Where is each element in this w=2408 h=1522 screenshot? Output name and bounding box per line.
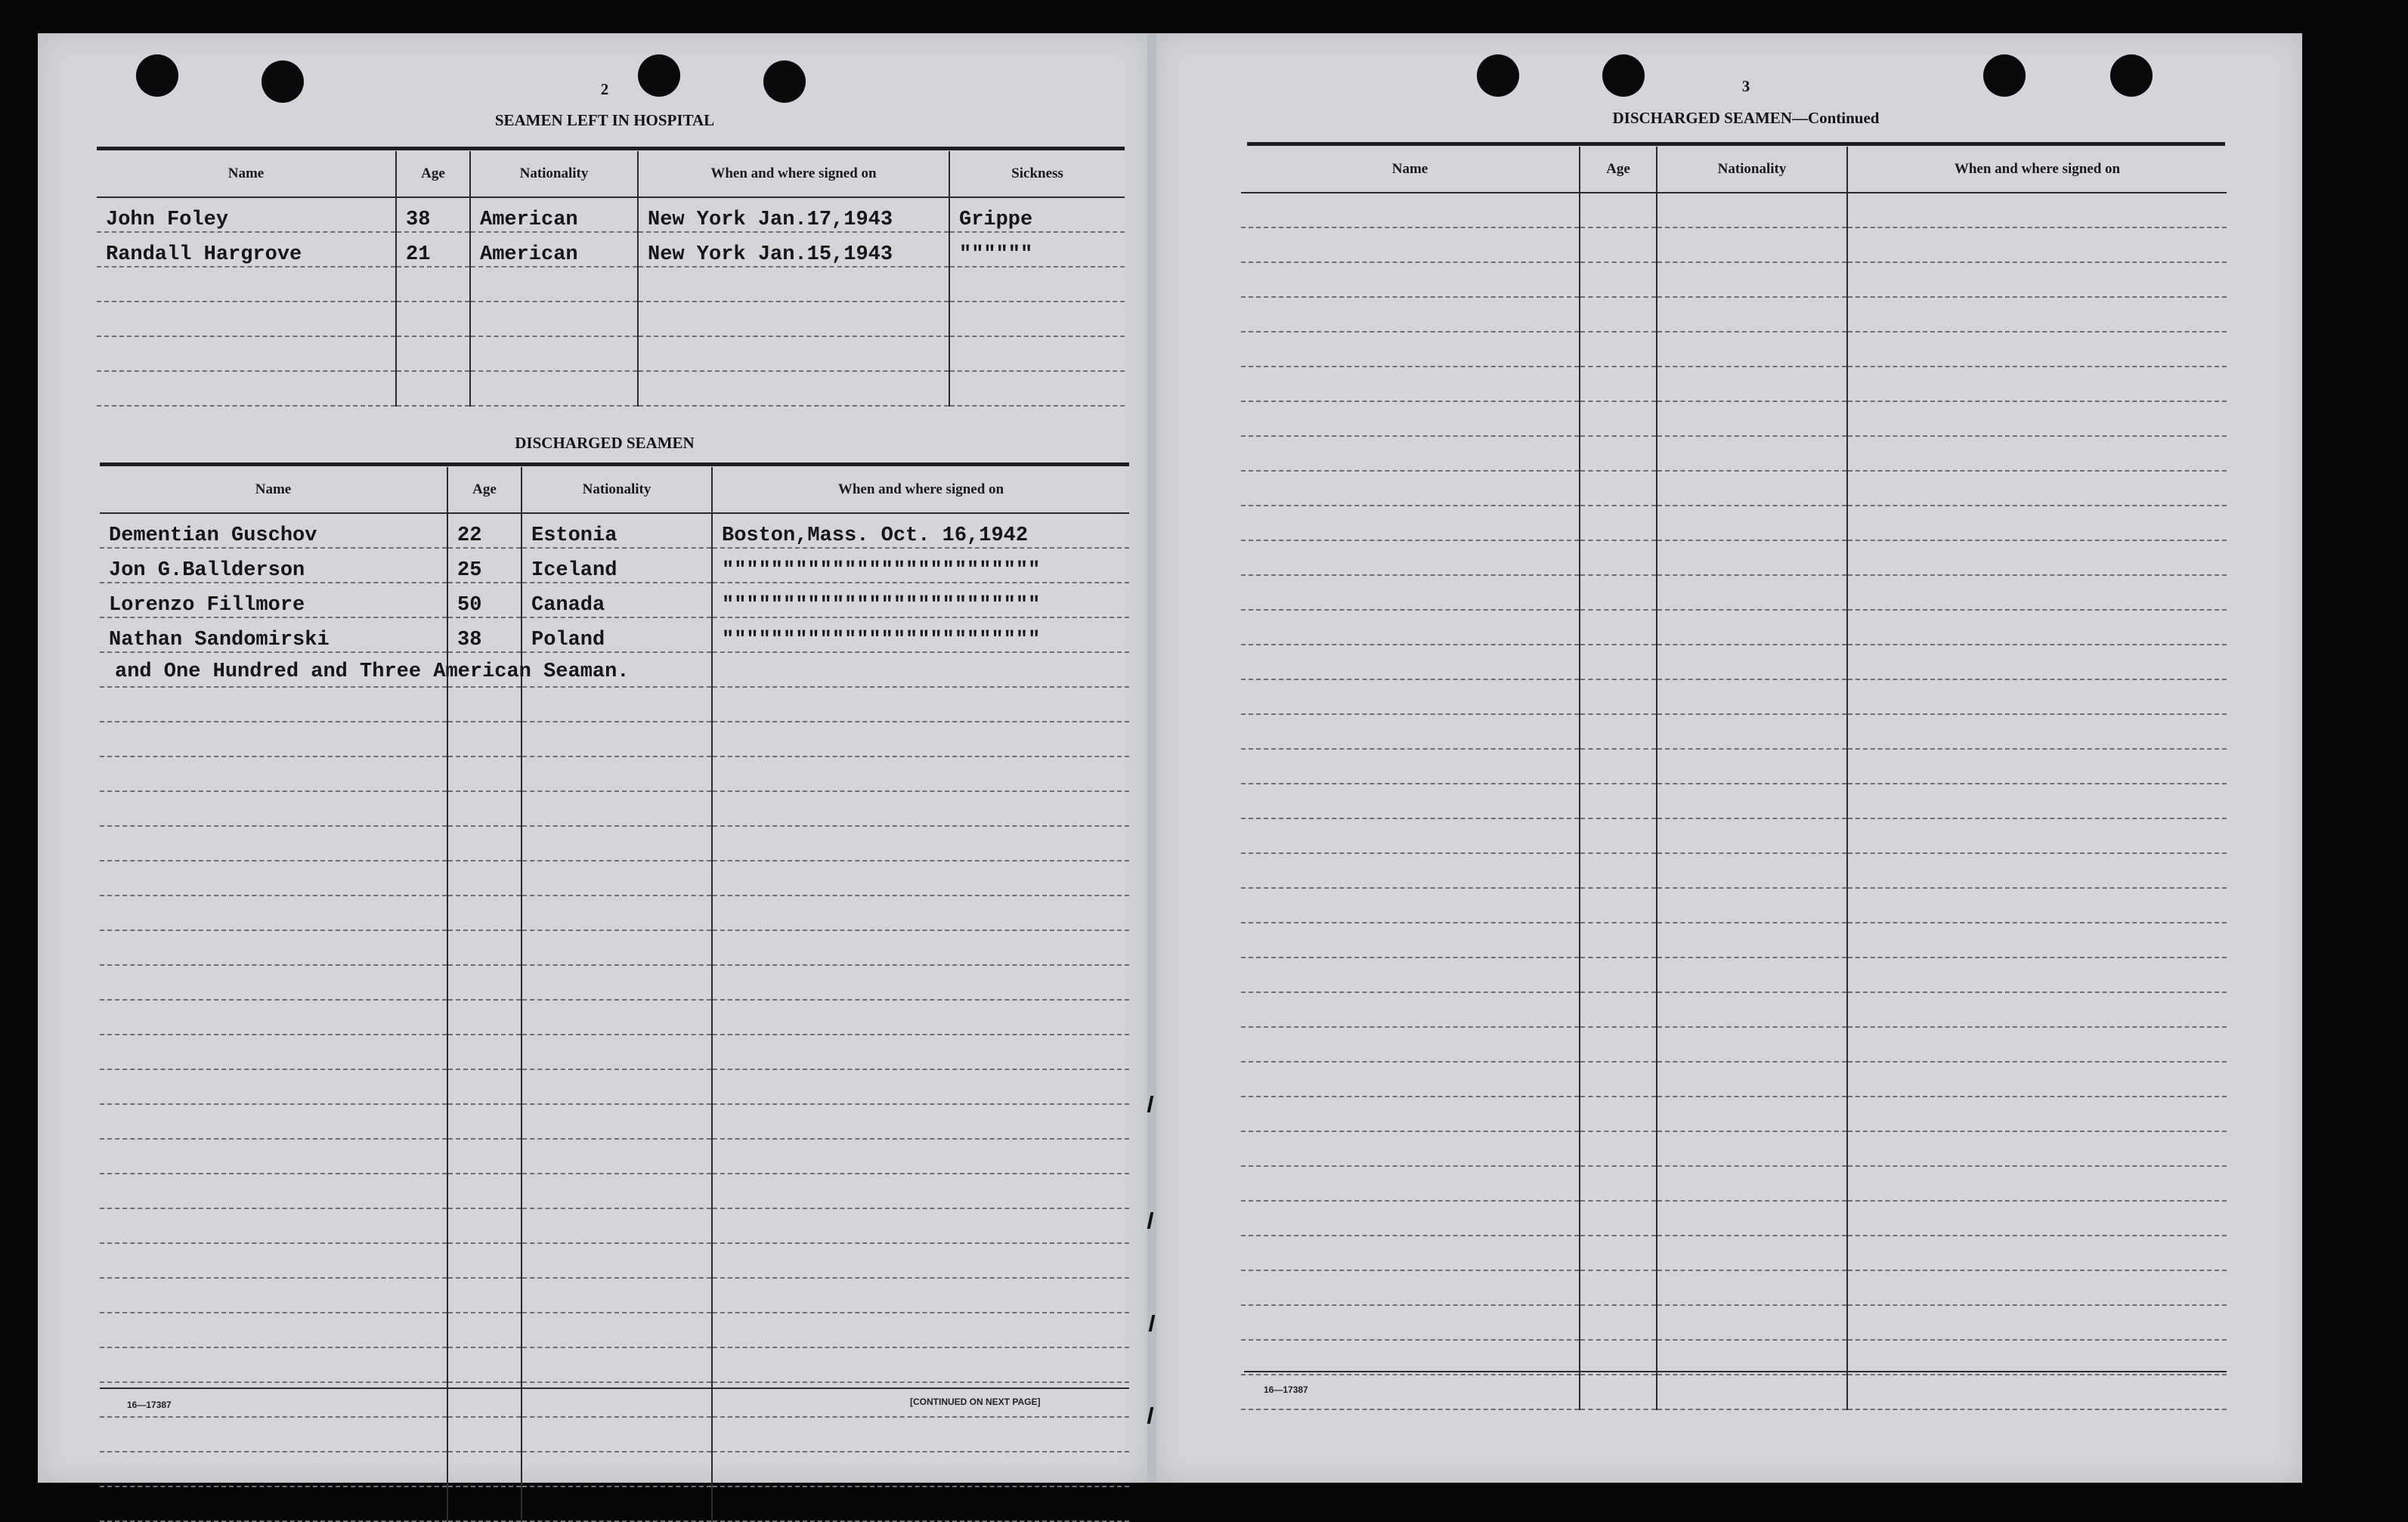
punch-hole [262,60,304,103]
blank-row [1241,575,2227,610]
table-row [97,232,1125,267]
blank-row [100,1452,1129,1486]
table-cell: """""" [949,232,1125,267]
table-cell: Canada [522,583,712,617]
table-cell: 21 [396,232,470,267]
table-cell: """""""""""""""""""""""""" [712,548,1129,583]
blank-row [1241,610,2227,645]
table-row [100,548,1129,583]
blank-row [100,791,1129,826]
blank-row [100,1313,1129,1347]
table-cell: Estonia [522,513,712,548]
blank-row [100,1278,1129,1313]
blank-row [100,1000,1129,1035]
blank-row [100,1069,1129,1104]
table-cell: 38 [447,617,522,652]
gutter [1147,33,1156,1483]
blank-row [100,1347,1129,1382]
table-cell: Nathan Sandomirski [100,617,447,652]
blank-row [100,826,1129,861]
blank-row [100,1035,1129,1069]
column-header: Age [1580,147,1657,193]
punch-hole [638,54,680,97]
blank-row [1241,540,2227,575]
column-header: Age [396,151,470,197]
blank-row [1241,436,2227,471]
left-page [38,33,1147,1483]
punch-hole [1602,54,1645,97]
punch-hole [136,54,178,97]
table-cell: John Foley [97,197,396,232]
blank-row [1241,506,2227,540]
blank-row [1241,332,2227,367]
punch-hole [1983,54,2026,97]
blank-row [100,1243,1129,1278]
page-number: 3 [1741,77,1750,95]
continued-table [1241,147,2227,1410]
blank-row [100,896,1129,930]
right-page [1156,33,2302,1483]
table-cell: Lorenzo Fillmore [100,583,447,617]
blank-row [1241,471,2227,506]
blank-row [1241,992,2227,1027]
blank-row [100,1208,1129,1243]
table-cell: 22 [447,513,522,548]
table-cell: American [470,197,638,232]
punch-hole [2110,54,2153,97]
table-cell: Dementian Guschov [100,513,447,548]
blank-row [97,336,1125,371]
table-cell: """""""""""""""""""""""""" [712,583,1129,617]
blank-row [1241,818,2227,853]
column-header: Name [97,151,396,197]
blank-row [1241,1270,2227,1305]
blank-row [1241,957,2227,992]
blank-row [1241,679,2227,714]
blank-row [1241,1201,2227,1236]
column-header: Name [100,467,447,513]
blank-row [97,371,1125,406]
blank-row [100,965,1129,1000]
blank-row [1241,227,2227,262]
blank-row [1241,367,2227,401]
blank-row [100,1104,1129,1139]
blank-row [1241,784,2227,818]
blank-row [1241,193,2227,227]
blank-row [100,930,1129,965]
blank-row [1241,853,2227,888]
hospital-table [97,151,1125,407]
column-header: When and where signed on [712,467,1129,513]
table-row [100,617,1129,652]
table-cell: 50 [447,583,522,617]
table-cell: 38 [396,197,470,232]
blank-row [97,267,1125,302]
table-cell: New York Jan.17,1943 [638,197,949,232]
column-header: Nationality [470,151,638,197]
table-cell: Randall Hargrove [97,232,396,267]
table-cell: Iceland [522,548,712,583]
table-row [97,197,1125,232]
table-cell: American [470,232,638,267]
column-header: Nationality [522,467,712,513]
table-cell: Jon G.Ballderson [100,548,447,583]
discharged-table [100,467,1129,1522]
blank-row [1241,401,2227,436]
blank-row [1241,1340,2227,1375]
table-row [100,583,1129,617]
continued-section-title: DISCHARGED SEAMEN—Continued [1612,109,1880,127]
blank-row [1241,923,2227,957]
punch-hole [763,60,806,103]
blank-row [97,302,1125,336]
blank-row [1241,1097,2227,1131]
blank-row [100,756,1129,791]
blank-row [1241,1027,2227,1062]
blank-row [1241,1131,2227,1166]
blank-row [100,1486,1129,1521]
table-cell: Grippe [949,197,1125,232]
blank-row [100,722,1129,756]
column-header: When and where signed on [1847,147,2227,193]
page-number: 2 [600,80,609,98]
table-cell: Boston,Mass. Oct. 16,1942 [712,513,1129,548]
blank-row [1241,262,2227,297]
blank-row [1241,297,2227,332]
form-number: 16—17387 [1264,1384,1308,1395]
blank-row [100,861,1129,896]
table-cell: 25 [447,548,522,583]
hospital-section-title: SEAMEN LEFT IN HOSPITAL [494,111,715,129]
blank-row [100,1174,1129,1208]
blank-row [100,1417,1129,1452]
blank-row [1241,1375,2227,1409]
blank-row [1241,1305,2227,1340]
blank-row [1241,1166,2227,1201]
discharged-note: and One Hundred and Three American Seaman. [115,660,630,683]
column-header: Name [1241,147,1580,193]
blank-row [1241,1062,2227,1097]
blank-row [1241,714,2227,749]
blank-row [1241,645,2227,679]
column-header: Age [447,467,522,513]
form-number: 16—17387 [127,1400,172,1410]
table-cell: New York Jan.15,1943 [638,232,949,267]
blank-row [100,1139,1129,1174]
blank-row [1241,1236,2227,1270]
continued-note: [CONTINUED ON NEXT PAGE] [910,1397,1041,1407]
discharged-section-title: DISCHARGED SEAMEN [515,434,695,452]
column-header: Nationality [1657,147,1847,193]
column-header: Sickness [949,151,1125,197]
punch-hole [1477,54,1519,97]
blank-row [1241,749,2227,784]
blank-row [1241,888,2227,923]
table-cell: Poland [522,617,712,652]
blank-row [100,687,1129,722]
table-row [100,513,1129,548]
table-cell: """""""""""""""""""""""""" [712,617,1129,652]
column-header: When and where signed on [638,151,949,197]
